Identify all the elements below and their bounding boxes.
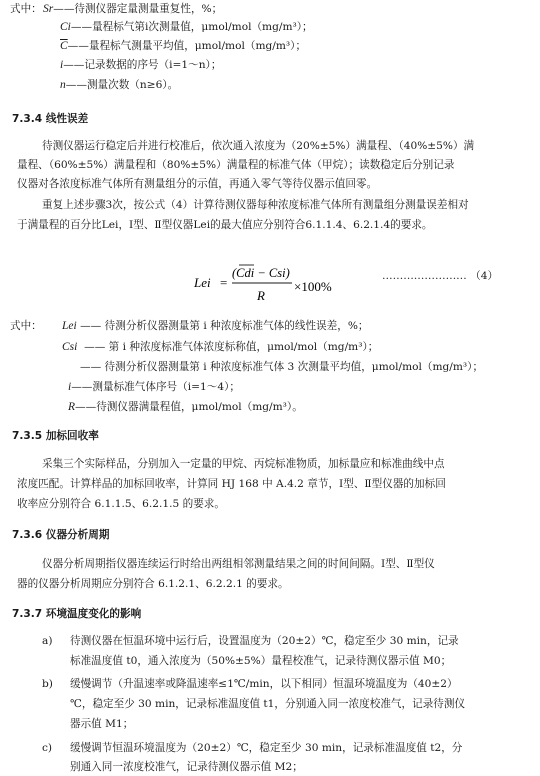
list-item-line: 缓慢调节恒温环境温度为（20±2）℃，稳定至少 30 min，记录标准温度值 t2，分 [70,742,463,754]
def-csi [62,340,378,354]
list-item-line: 器示值 M1； [70,718,134,730]
def-c-mean [60,39,306,53]
def-symbol: Lei [62,320,77,332]
def-text: —— 第 i 种浓度标准气体浓度标称值，μmol/mol（mg/m³）； [84,341,379,353]
def-text: ——测量次数（n≥6）。 [65,79,179,91]
defs-prefix-2: 式中： [10,320,42,332]
formula-number: …………………… （4） [382,270,499,282]
list-item-line: ℃，稳定至少 30 min，记录标准温度值 t1，分别通入同一浓度校准气，记录待测仪 [70,698,466,710]
list-item-line: 缓慢调节（升温速率或降温速率≤1℃/min，以下相同）恒温环境温度为（40±2） [70,678,458,690]
list-item-line: 待测仪器在恒温环境中运行后，设置温度为（20±2）℃，稳定至少 30 min，记录 [70,635,459,647]
list-item-line: 标准温度值 t0，通入浓度为（50%±5%）量程校准气，记录待测仪器示值 M0； [70,655,452,667]
section-heading-735: 7.3.5 加标回收率 [12,430,99,442]
def-n [60,78,178,92]
def-text: —— 待测分析仪器测量第 i 种浓度标准气体的线性误差，%； [80,320,369,332]
defs-prefix: 式中： [10,3,42,15]
paragraph-line: 器的仪器分析周期应分别符合 6.1.2.1、6.2.2.1 的要求。 [17,578,289,590]
def-symbol: i [68,381,72,393]
formula-numerator: (Cdi − Csi) [232,266,290,280]
list-item-line: 别通入同一浓度校准气，记录待测仪器示值 M2； [70,761,303,773]
formula-mult: ×100% [294,279,332,294]
formula-eq: = [220,275,228,290]
list-label: c) [42,742,53,754]
def-text: ——待测仪器定量测量重复性，%； [53,3,223,15]
paragraph-line: 于满量程的百分比Lei，Ⅰ型、Ⅱ型仪器Lei的最大值应分别符合6.1.1.4、6.2.1.4的要求。 [17,219,433,231]
paragraph-line: 量程、（60%±5%）满量程和（80%±5%）满量程的标准气体（甲烷）；读数稳定后分别记录 [17,159,455,171]
paragraph-line: 待测仪器运行稳定后并进行校准后，依次通入浓度为（20%±5%）满量程、（40%±5%）满 [42,140,475,152]
paragraph-line: 收率应分别符合 6.1.1.5、6.2.1.5 的要求。 [17,498,225,510]
def-text: ——量程标气测量平均值，μmol/mol（mg/m³）； [67,40,307,52]
section-heading-737: 7.3.7 环境温度变化的影响 [12,608,142,620]
paragraph-line: 浓度匹配。计算样品的加标回收率，计算同 HJ 168 中 A.4.2 章节，Ⅰ型、Ⅱ型仪器的加标回 [17,478,446,490]
section-heading-734: 7.3.4 线性误差 [12,113,89,125]
def-ci [60,20,313,34]
def-text: ——测量标准气体序号（i=1～4）； [71,381,240,393]
def-r [68,400,303,414]
def-text: ——记录数据的序号（i=1～n）； [63,59,222,71]
list-label: b) [42,678,53,690]
formula-4 [190,260,390,308]
def-symbol: $\overline{C}$ [60,40,68,52]
def-i [60,58,221,72]
formula-denominator: R [257,288,265,303]
def-symbol: Ci [60,21,71,33]
def-symbol: i [60,59,64,71]
formula-lhs: Lei [194,275,211,290]
paragraph-line: 采集三个实际样品，分别加入一定量的甲烷、丙烷标准物质，加标量应和标准曲线中点 [42,458,445,470]
paragraph-line: 仪器分析周期指仪器连续运行时给出两组相邻测量结果之间的时间间隔。Ⅰ型、Ⅱ型仪 [42,558,435,570]
def-i-2 [68,380,240,394]
def-text: —— 待测分析仪器测量第 i 种浓度标准气体 3 次测量平均值，μmol/mol（mg/m³）； [80,361,484,373]
def-lei [62,319,368,333]
list-label: a) [42,635,53,647]
paragraph-line: 重复上述步骤3次，按公式（4）计算待测仪器每种浓度标准气体所有测量组分测量误差相对 [42,199,469,211]
def-text: ——量程标气第i次测量值，μmol/mol（mg/m³）； [70,21,313,33]
section-heading-736: 7.3.6 仪器分析周期 [12,529,110,541]
def-symbol: Csi [62,341,78,353]
def-symbol: n [60,79,66,91]
def-symbol: R [68,401,76,413]
paragraph-line: 仪器对各浓度标准气体所有测量组分的示值，再通入零气等待仪器示值回零。 [17,178,378,190]
def-symbol: Sr [43,3,54,15]
def-cdi [80,360,483,374]
def-sr [43,2,222,16]
def-text: ——待测仪器满量程值，μmol/mol（mg/m³）。 [75,401,303,413]
